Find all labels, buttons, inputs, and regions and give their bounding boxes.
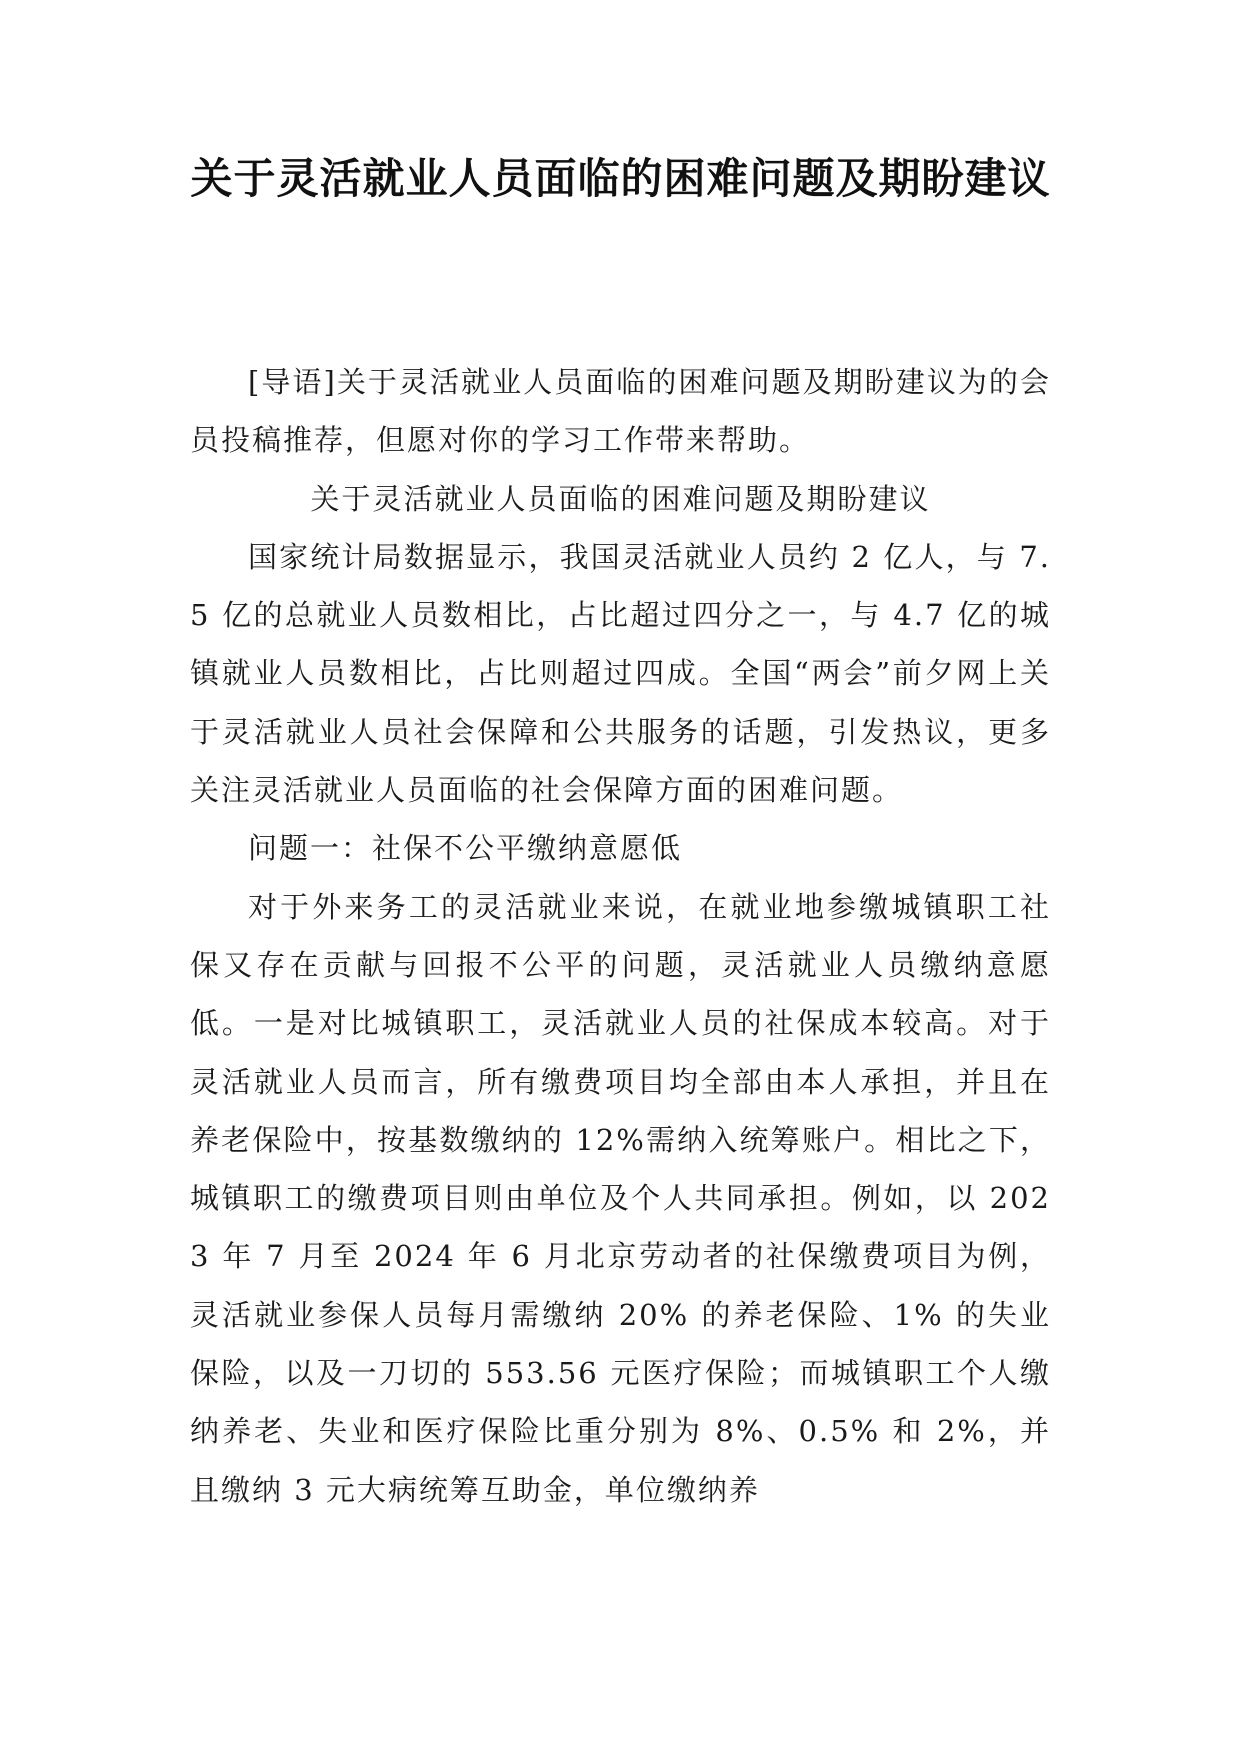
document-title: 关于灵活就业人员面临的困难问题及期盼建议: [190, 154, 1051, 203]
intro-paragraph: [导语]关于灵活就业人员面临的困难问题及期盼建议为的会员投稿推荐，但愿对你的学习工作带来帮助。: [190, 365, 1051, 458]
section-heading: 问题一：社保不公平缴纳意愿低: [248, 831, 683, 866]
section-body-paragraph: 对于外来务工的灵活就业来说，在就业地参缴城镇职工社保又存在贡献与回报不公平的问题，灵活就业人员缴纳意愿低。一是对比城镇职工，灵活就业人员的社保成本较高。对于灵活就业人员而言，所有缴费项目均全部由本人承担，并且在养老保险中，按基数缴纳的 12%需纳入统筹账户。相比之下，城镇职工的缴费项目则由单位及个人共同承担。例如，以 2023 年 7 月至 2024 年 6 月北京劳动者的社保缴费项目为例，灵活就业参保人员每月需缴纳 20% 的养老保险、1% 的失业保险，以及一刀切的 553.56 元医疗保险；而城镇职工个人缴纳养老、失业和医疗保险比重分别为 8%、0.5% 和 2%，并且缴纳 3 元大病统筹互助金，单位缴纳养: [190, 889, 1051, 1507]
statistics-paragraph: 国家统计局数据显示，我国灵活就业人员约 2 亿人，与 7.5 亿的总就业人员数相比，占比超过四分之一，与 4.7 亿的城镇就业人员数相比，占比则超过四成。全国“两会”前夕网上关于灵活就业人员社会保障和公共服务的话题，引发热议，更多关注灵活就业人员面临的社会保障方面的困难问题。: [190, 539, 1051, 808]
subtitle-paragraph: 关于灵活就业人员面临的困难问题及期盼建议: [310, 481, 931, 516]
document-body: [190, 353, 1051, 1519]
